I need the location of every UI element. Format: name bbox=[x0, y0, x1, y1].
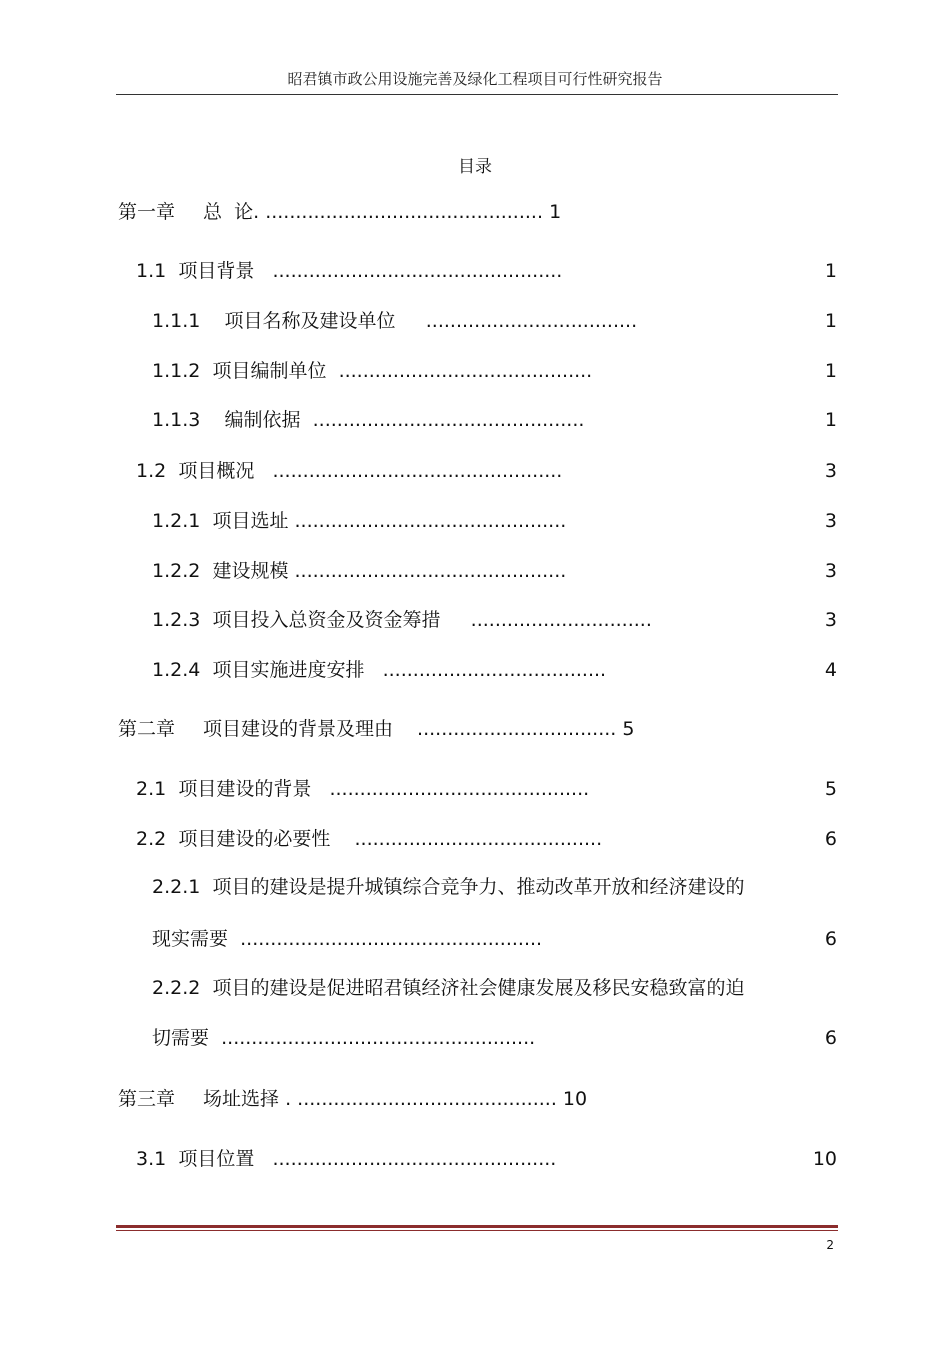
toc-title: 目录 bbox=[458, 157, 492, 177]
leader-dots: ............................................. bbox=[294, 510, 567, 532]
page-ref: 3 bbox=[824, 510, 837, 532]
leader-dots: ......................................... bbox=[354, 828, 603, 850]
section-title: 项目的建设是促进昭君镇经济社会健康发展及移民安稳致富的迫 bbox=[212, 977, 745, 999]
footer-rule-thick bbox=[116, 1225, 838, 1228]
leader-dots: . ........................................... bbox=[285, 1088, 557, 1110]
header-rule bbox=[116, 94, 838, 95]
toc-subsection-1-1-1[interactable] bbox=[152, 309, 637, 333]
toc-subsection-2-2-2-continuation[interactable] bbox=[152, 1026, 535, 1050]
leader-dots: ................................................ bbox=[272, 460, 563, 482]
leader-dots: ............................................. bbox=[294, 560, 567, 582]
toc-subsection-1-1-3[interactable] bbox=[152, 408, 584, 432]
leader-dots: . .............................................. bbox=[253, 201, 544, 223]
page-ref: 1 bbox=[824, 310, 837, 332]
page-ref: 5 bbox=[622, 718, 635, 740]
section-number: 2.2.1 bbox=[152, 876, 201, 898]
section-number: 1.2.1 bbox=[152, 510, 201, 532]
toc-subsection-2-2-1-continuation[interactable] bbox=[152, 927, 542, 951]
chapter-title: 项目建设的背景及理由 bbox=[203, 718, 394, 740]
page-ref: 3 bbox=[824, 560, 837, 582]
section-title: 项目名称及建设单位 bbox=[224, 310, 396, 332]
leader-dots: .............................. bbox=[470, 609, 652, 631]
section-title: 项目位置 bbox=[178, 1148, 255, 1170]
section-title: 项目建设的背景 bbox=[178, 778, 312, 800]
toc-subsection-1-2-4[interactable] bbox=[152, 658, 606, 682]
page-ref: 3 bbox=[824, 609, 837, 631]
leader-dots: ............................................. bbox=[312, 409, 585, 431]
section-title: 项目编制单位 bbox=[212, 360, 327, 382]
section-title-continuation: 现实需要 bbox=[152, 928, 229, 950]
page-ref: 4 bbox=[824, 659, 837, 681]
page-ref: 6 bbox=[824, 928, 837, 950]
page-ref: 1 bbox=[549, 201, 562, 223]
page-ref: 5 bbox=[824, 778, 837, 800]
section-number: 1.2.2 bbox=[152, 560, 201, 582]
section-title: 项目实施进度安排 bbox=[212, 659, 365, 681]
chapter-title: 场址选择 bbox=[203, 1088, 280, 1110]
toc-subsection-1-1-2[interactable] bbox=[152, 359, 592, 383]
page-ref: 1 bbox=[824, 409, 837, 431]
leader-dots: .................................................... bbox=[221, 1027, 536, 1049]
chapter-label: 第三章 bbox=[118, 1088, 176, 1110]
page-number: 2 bbox=[826, 1238, 834, 1252]
section-number: 1.1.2 bbox=[152, 360, 201, 382]
leader-dots: ........................................... bbox=[329, 778, 590, 800]
section-title: 项目建设的必要性 bbox=[178, 828, 331, 850]
chapter-label: 第一章 bbox=[118, 201, 176, 223]
toc-section-3-1[interactable] bbox=[136, 1147, 556, 1171]
section-number: 1.2 bbox=[136, 460, 167, 482]
chapter-label: 第二章 bbox=[118, 718, 176, 740]
footer-rule-thin bbox=[116, 1230, 838, 1231]
toc-chapter-1[interactable] bbox=[118, 200, 561, 224]
page-ref: 3 bbox=[824, 460, 837, 482]
section-title-continuation: 切需要 bbox=[152, 1027, 210, 1049]
section-number: 2.1 bbox=[136, 778, 167, 800]
section-title: 项目概况 bbox=[178, 460, 255, 482]
page-ref: 10 bbox=[812, 1148, 837, 1170]
page-ref: 1 bbox=[824, 260, 837, 282]
toc-subsection-2-2-2[interactable] bbox=[152, 976, 744, 1000]
toc-subsection-2-2-1[interactable] bbox=[152, 875, 744, 899]
leader-dots: ............................................... bbox=[272, 1148, 557, 1170]
section-number: 1.1.1 bbox=[152, 310, 201, 332]
page-ref: 6 bbox=[824, 828, 837, 850]
section-title: 项目投入总资金及资金筹措 bbox=[212, 609, 441, 631]
section-title: 项目的建设是提升城镇综合竞争力、推动改革开放和经济建设的 bbox=[212, 876, 745, 898]
section-number: 1.2.4 bbox=[152, 659, 201, 681]
toc-subsection-1-2-1[interactable] bbox=[152, 509, 566, 533]
section-number: 1.2.3 bbox=[152, 609, 201, 631]
leader-dots: ................................. bbox=[417, 718, 617, 740]
section-number: 1.1.3 bbox=[152, 409, 201, 431]
toc-section-1-1[interactable] bbox=[136, 259, 562, 283]
section-number: 2.2.2 bbox=[152, 977, 201, 999]
section-number: 2.2 bbox=[136, 828, 167, 850]
leader-dots: .................................................. bbox=[240, 928, 543, 950]
page-ref: 1 bbox=[824, 360, 837, 382]
section-title: 项目选址 bbox=[212, 510, 289, 532]
toc-subsection-1-2-3[interactable] bbox=[152, 608, 652, 632]
section-title: 建设规模 bbox=[212, 560, 289, 582]
section-title: 编制依据 bbox=[224, 409, 301, 431]
toc-section-2-1[interactable] bbox=[136, 777, 589, 801]
section-number: 3.1 bbox=[136, 1148, 167, 1170]
leader-dots: ..................................... bbox=[382, 659, 607, 681]
toc-chapter-2[interactable] bbox=[118, 717, 634, 741]
chapter-title: 总 论 bbox=[203, 201, 254, 223]
page-ref: 10 bbox=[562, 1088, 588, 1110]
section-title: 项目背景 bbox=[178, 260, 255, 282]
page-ref: 6 bbox=[824, 1027, 837, 1049]
leader-dots: ................................... bbox=[425, 310, 638, 332]
toc-chapter-3[interactable] bbox=[118, 1087, 587, 1111]
toc-subsection-1-2-2[interactable] bbox=[152, 559, 566, 583]
toc-section-1-2[interactable] bbox=[136, 459, 562, 483]
toc-section-2-2[interactable] bbox=[136, 827, 602, 851]
leader-dots: ................................................ bbox=[272, 260, 563, 282]
section-number: 1.1 bbox=[136, 260, 167, 282]
leader-dots: .......................................... bbox=[338, 360, 593, 382]
running-header: 昭君镇市政公用设施完善及绿化工程项目可行性研究报告 bbox=[287, 70, 663, 88]
